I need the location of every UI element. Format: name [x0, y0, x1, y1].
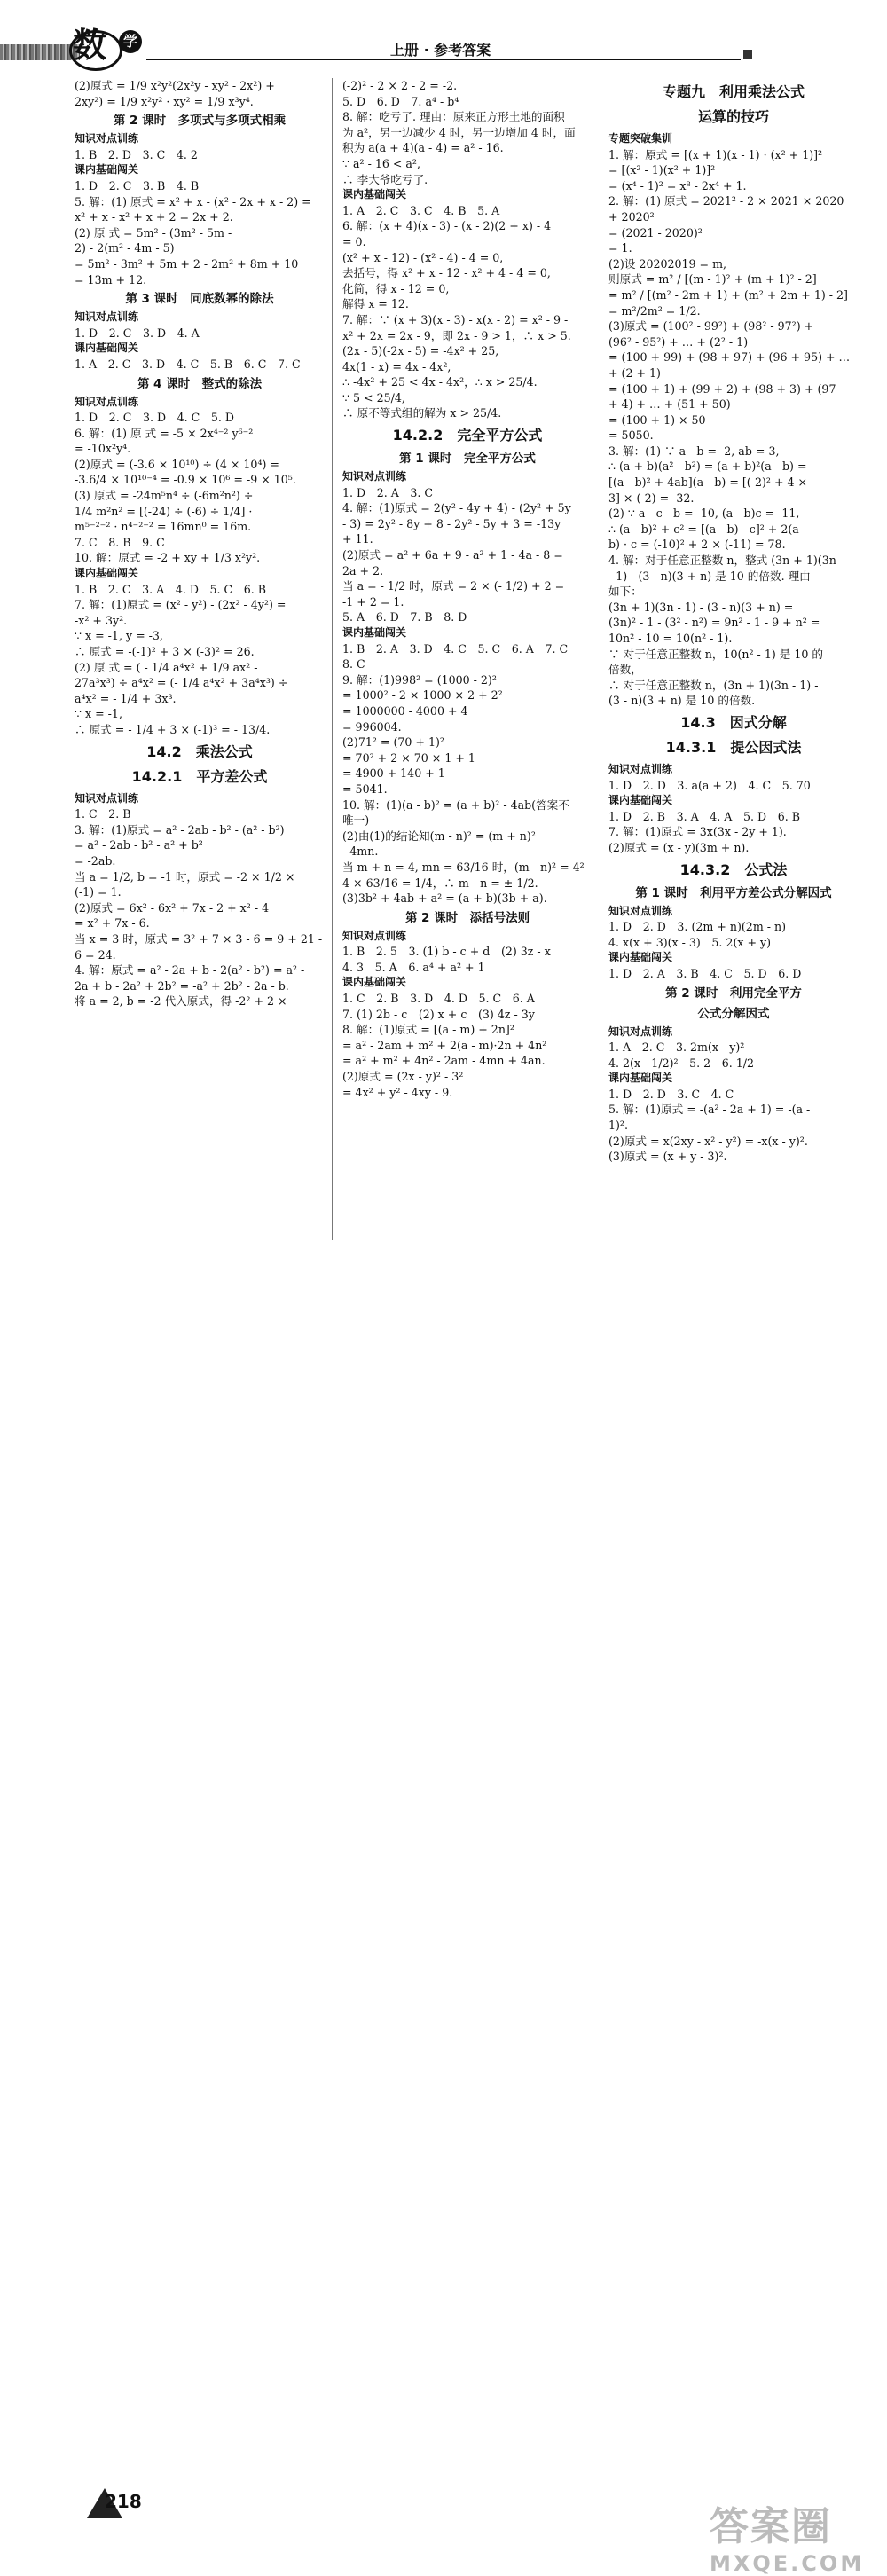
answer-line: 1. A 2. C 3. 2m(x - y)² [608, 1041, 745, 1055]
answer-line: 9. 解：(1)998² = (1000 - 2)² [342, 672, 497, 687]
answer-line: -x² + 3y². [75, 613, 128, 627]
section-heading: 第 1 课时 完全平方公式 [399, 452, 536, 467]
answer-line: 6. 解：(1) 原 式 = -5 × 2x⁴⁻² y⁶⁻² [75, 426, 254, 440]
answer-line: 1. A 2. C 3. D 4. C 5. B 6. C 7. C [75, 357, 301, 371]
answer-column-2 [342, 78, 593, 1100]
answer-line: 如下： [608, 585, 642, 599]
section-heading: 14.3.2 公式法 [679, 860, 788, 878]
answer-line: = 1000² - 2 × 1000 × 2 + 2² [342, 688, 503, 703]
answer-line: 1. B 2. C 3. A 4. D 5. C 6. B [75, 582, 267, 596]
answer-line: 去括号，得 x² + x - 12 - x² + 4 - 4 = 0, [342, 266, 551, 280]
answer-line: (2)原式 = (-3.6 × 10¹⁰) ÷ (4 × 10⁴) = [75, 457, 279, 471]
section-label: 知识对点训练 [608, 1025, 673, 1038]
answer-line: 则原式 = m² / [(m - 1)² + (m + 1)² - 2] [608, 272, 817, 287]
answer-line: a⁴x² = - 1/4 + 3x³. [75, 691, 177, 705]
answer-line: ∴ 李大爷吃亏了. [342, 172, 428, 186]
answer-line: (3n)² - 1 - (3² - n²) = 9n² - 1 - 9 + n² = [608, 616, 820, 630]
section-label: 课内基础闯关 [608, 951, 673, 964]
answer-line: (2) 原 式 = ( - 1/4 a⁴x² + 1/9 ax² - [75, 660, 258, 674]
answer-line: (2)原式 = 6x² - 6x² + 7x - 2 + x² - 4 [75, 900, 270, 915]
answer-line: ∴ 对于任意正整数 n，(3n + 1)(3n - 1) - [608, 678, 819, 692]
section-label: 知识对点训练 [342, 929, 407, 942]
section-heading: 14.3.1 提公因式法 [665, 738, 802, 756]
answer-line: (2)原式 = x(2xy - x² - y²) = -x(x - y)². [608, 1134, 808, 1148]
answer-line: = (100 + 1) + (99 + 2) + (98 + 3) + (97 [608, 381, 836, 396]
answer-line: ∴ -4x² + 25 < 4x - 4x²，∴ x > 25/4. [342, 375, 538, 389]
answer-line: - 1) - (3 - n)(3 + n) 是 10 的倍数. 理由 [608, 569, 811, 583]
header-rule [146, 59, 741, 60]
section-label: 知识对点训练 [75, 395, 139, 408]
answer-line: 1)². [608, 1119, 628, 1133]
answer-line: = 13m + 12. [75, 272, 147, 287]
page-header [0, 0, 887, 69]
answer-line: 3. 解：(1) ∵ a - b = -2, ab = 3, [608, 444, 780, 458]
answer-line: = 5041. [342, 781, 388, 796]
answer-line: = m² / [(m² - 2m + 1) + (m² + 2m + 1) - 2] [608, 287, 848, 302]
answer-line: (3n + 1)(3n - 1) - (3 - n)(3 + n) = [608, 600, 794, 614]
answer-line: 1/4 m²n² = [(-24) ÷ (-6) ÷ 1/4] · [75, 504, 253, 518]
answer-line: (2)由(1)的结论知(m - n)² = (m + n)² [342, 829, 536, 843]
answer-line: 8. C [342, 657, 365, 671]
section-label: 课内基础闯关 [608, 794, 673, 807]
header-decor-strip [0, 44, 80, 60]
section-heading: 14.2.2 完全平方公式 [392, 427, 543, 444]
answer-line: -1 + 2 = 1. [342, 594, 404, 609]
answer-line: ∵ 对于任意正整数 n，10(n² - 1) 是 10 的 [608, 647, 823, 661]
answer-line: 4. 3 5. A 6. a⁴ + a² + 1 [342, 960, 485, 974]
answer-line: = 1000000 - 4000 + 4 [342, 703, 468, 718]
column-divider [332, 78, 333, 1240]
section-label: 课内基础闯关 [75, 342, 139, 355]
answer-line: m⁵⁻²⁻² · n⁴⁻²⁻² = 16mn⁰ = 16m. [75, 520, 252, 534]
answer-line: 4. x(x + 3)(x - 3) 5. 2(x + y) [608, 935, 772, 949]
answer-line: 7. 解：(1)原式 = (x² - y²) - (2x² - 4y²) = [75, 598, 287, 612]
answer-line: = -10x²y⁴. [75, 442, 131, 456]
answer-line: = 5050. [608, 428, 654, 443]
logo-badge: 学 [119, 30, 142, 53]
answer-line: 2. 解：(1) 原式 = 2021² - 2 × 2021 × 2020 [608, 194, 844, 208]
answer-line: [(a - b)² + 4ab](a - b) = [(-2)² + 4 × [608, 475, 808, 490]
section-heading: 第 2 课时 利用完全平方 [665, 986, 802, 1001]
answer-line: = -2ab. [75, 853, 116, 868]
answer-line: (2)原式 = 1/9 x²y²(2x²y - xy² - 2x²) + [75, 79, 275, 92]
answer-line: - 3) = 2y² - 8y + 8 - 2y² - 5y + 3 = -13y [342, 516, 561, 530]
answer-line: 积为 a(a + 4)(a - 4) = a² - 16. [342, 141, 504, 155]
section-heading: 第 1 课时 利用平方差公式分解因式 [635, 885, 832, 900]
section-heading: 第 4 课时 整式的除法 [137, 376, 263, 391]
answer-line: 5. 解：(1) 原式 = x² + x - (x² - 2x + x - 2) = [75, 194, 311, 208]
section-label: 课内基础闯关 [342, 976, 407, 989]
section-label: 课内基础闯关 [342, 626, 407, 639]
answer-line: 1. D 2. C 3. D 4. A [75, 326, 200, 340]
answer-line: (x² + x - 12) - (x² - 4) - 4 = 0, [342, 250, 504, 264]
answer-line: 1. A 2. C 3. C 4. B 5. A [342, 203, 500, 217]
answer-line: 6 = 24. [75, 947, 116, 962]
watermark-sub: MXQE.COM [710, 2551, 865, 2576]
answer-line: 10. 解：(1)(a - b)² = (a + b)² - 4ab(答案不 [342, 797, 569, 812]
section-heading: 专题九 利用乘法公式 [662, 83, 805, 100]
answer-line: 1. C 2. B 3. D 4. D 5. C 6. A [342, 992, 535, 1006]
section-heading: 第 2 课时 多项式与多项式相乘 [113, 114, 287, 129]
logo-ring-icon [69, 30, 122, 71]
answer-line: ∵ x = -1, y = -3, [75, 629, 163, 643]
answer-line: 当 a = - 1/2 时，原式 = 2 × (- 1/2) + 2 = [342, 579, 565, 593]
answer-line: (2)原式 = (x - y)(3m + n). [608, 840, 750, 854]
answer-line: 5. A 6. D 7. B 8. D [342, 610, 467, 624]
section-label: 知识对点训练 [608, 762, 673, 775]
answer-line: ∵ a² - 16 < a², [342, 156, 420, 170]
answer-line: (96² - 95²) + … + (2² - 1) [608, 334, 749, 349]
answer-line: 1. D 2. B 3. A 4. A 5. D 6. B [608, 809, 800, 823]
answer-line: 3] × (-2) = -32. [608, 491, 695, 505]
answer-line: (3) 原式 = -24m⁵n⁴ ÷ (-6m²n²) ÷ [75, 489, 254, 503]
answer-line: 1. D 2. A 3. B 4. C 5. D 6. D [608, 966, 802, 980]
answer-line: (2x - 5)(-2x - 5) = -4x² + 25, [342, 344, 499, 358]
answer-line: x² + 2x = 2x - 9，即 2x - 9 > 1，∴ x > 5. [342, 328, 571, 342]
answer-line: 4 × 63/16 = 1/4，∴ m - n = ± 1/2. [342, 876, 538, 890]
answer-line: 6. 解：(x + 4)(x - 3) - (x - 2)(2 + x) - 4 [342, 219, 552, 233]
answer-line: 1. D 2. D 3. (2m + n)(2m - n) [608, 920, 787, 934]
answer-line: (3 - n)(3 + n) 是 10 的倍数. [608, 694, 756, 708]
answer-line: 8. 解：吃亏了. 理由：原来正方形土地的面积 [342, 110, 565, 124]
answer-line: ∴ 原式 = - 1/4 + 3 × (-1)³ = - 13/4. [75, 722, 271, 736]
subject-logo [73, 23, 142, 67]
answer-line: 5. D 6. D 7. a⁴ - b⁴ [342, 94, 459, 108]
section-heading: 公式分解因式 [697, 1006, 770, 1021]
answer-line: 4. 2(x - 1/2)² 5. 2 6. 1/2 [608, 1056, 755, 1070]
answer-line: 2) - 2(m² - 4m - 5) [75, 241, 175, 255]
answer-line: 1. B 2. 5 3. (1) b - c + d (2) 3z - x [342, 945, 551, 959]
answer-line: 1. D 2. D 3. C 4. C [608, 1087, 734, 1101]
answer-line: 4. 解：对于任意正整数 n，整式 (3n + 1)(3n [608, 554, 836, 568]
section-label: 专题突破集训 [608, 132, 673, 145]
answer-line: = x² + 7x - 6. [75, 916, 150, 931]
header-square-icon [743, 50, 752, 59]
answer-line: 1. D 2. D 3. a(a + 2) 4. C 5. 70 [608, 778, 811, 792]
answer-line: 1. B 2. A 3. D 4. C 5. C 6. A 7. C [342, 641, 569, 656]
section-label: 课内基础闯关 [342, 188, 407, 201]
answer-line: ∴ (a + b)(a² - b²) = (a + b)²(a - b) = [608, 459, 807, 474]
answer-line: (-2)² - 2 × 2 - 2 = -2. [342, 79, 458, 92]
answer-line: = 0. [342, 234, 366, 248]
answer-line: 10. 解：原式 = -2 + xy + 1/3 x²y². [75, 551, 261, 565]
answer-line: 2a + b - 2a² + 2b² = -a² + 2b² - 2a - b. [75, 978, 289, 993]
answer-line: ∵ 5 < 25/4, [342, 390, 405, 404]
answer-line: ∵ x = -1, [75, 707, 122, 721]
answer-line: 7. (1) 2b - c (2) x + c (3) 4z - 3y [342, 1007, 535, 1021]
section-heading: 运算的技巧 [697, 108, 769, 125]
answer-line: 1. C 2. B [75, 807, 131, 821]
answer-line: = a² + m² + 4n² - 2am - 4mn + 4an. [342, 1054, 546, 1068]
answer-line: = a² - 2am + m² + 2(a - m)·2n + 4n² [342, 1038, 547, 1052]
answer-column-3 [608, 78, 859, 1165]
section-heading: 第 2 课时 添括号法则 [404, 910, 530, 925]
answer-line: (2)71² = (70 + 1)² [342, 735, 444, 750]
answer-line: = 4900 + 140 + 1 [342, 766, 445, 781]
section-label: 课内基础闯关 [75, 567, 139, 580]
page-title: 上册 · 参考答案 [390, 42, 491, 59]
logo-text: 数 [73, 26, 107, 65]
section-heading: 第 3 课时 同底数幂的除法 [125, 292, 274, 307]
answer-line: = [(x² - 1)(x² + 1)]² [608, 163, 716, 177]
answer-line: + 2020² [608, 209, 655, 224]
answer-column-1 [75, 78, 325, 1009]
answer-line: 5. 解：(1)原式 = -(a² - 2a + 1) = -(a - [608, 1103, 811, 1117]
answer-line: (3)3b² + 4ab + a² = (a + b)(3b + a). [342, 891, 547, 906]
answer-line: 7. C 8. B 9. C [75, 535, 165, 549]
answer-line: = 996004. [342, 719, 402, 734]
answer-line: 当 x = 3 时，原式 = 3² + 7 × 3 - 6 = 9 + 21 - [75, 931, 323, 946]
answer-line: ∴ 原式 = -(-1)² + 3 × (-3)² = 26. [75, 645, 255, 658]
answer-line: 倍数， [608, 663, 642, 677]
section-label: 知识对点训练 [75, 132, 139, 145]
answer-line: 1. D 2. C 3. D 4. C 5. D [75, 411, 235, 425]
answer-line: + 4) + … + (51 + 50) [608, 397, 731, 412]
answer-line: b) · c = (-10)² + 2 × (-11) = 78. [608, 538, 786, 552]
answer-line: 解得 x = 12. [342, 297, 409, 311]
answer-line: = (x⁴ - 1)² = x⁸ - 2x⁴ + 1. [608, 178, 747, 192]
section-label: 知识对点训练 [75, 310, 139, 324]
answer-line: (3)原式 = (x + y - 3)². [608, 1150, 727, 1164]
answer-line: ∴ 原不等式组的解为 x > 25/4. [342, 406, 502, 420]
answer-line: 4x(1 - x) = 4x - 4x², [342, 359, 451, 373]
watermark-logo [710, 2494, 878, 2574]
answer-line: 8. 解：(1)原式 = [(a - m) + 2n]² [342, 1023, 514, 1037]
answer-line: (-1) = 1. [75, 885, 122, 899]
section-heading: 14.2 乘法公式 [146, 742, 253, 760]
answer-line: = 1. [608, 241, 632, 255]
section-label: 课内基础闯关 [75, 163, 139, 177]
page-number: 218 [105, 2491, 142, 2512]
answer-line: - 4mn. [342, 844, 379, 859]
answer-line: 1. D 2. A 3. C [342, 485, 434, 499]
answer-line: (2)设 20202019 = m, [608, 256, 727, 271]
watermark-main: 答案圈 [710, 2504, 832, 2549]
section-label: 知识对点训练 [608, 904, 673, 917]
answer-line: -3.6/4 × 10¹⁰⁻⁴ = -0.9 × 10⁶ = -9 × 10⁵. [75, 473, 296, 487]
answer-line: (2)原式 = a² + 6a + 9 - a² + 1 - 4a - 8 = [342, 548, 563, 562]
answer-line: 将 a = 2, b = -2 代入原式，得 -2² + 2 × [75, 994, 287, 1009]
answer-line: = 4x² + y² - 4xy - 9. [342, 1085, 453, 1099]
section-heading: 14.2.1 平方差公式 [131, 767, 268, 785]
answer-line: x² + x - x² + x + 2 = 2x + 2. [75, 210, 233, 224]
answer-line: 3. 解：(1)原式 = a² - 2ab - b² - (a² - b²) [75, 822, 285, 836]
answer-line: 4. 解：(1)原式 = 2(y² - 4y + 4) - (2y² + 5y [342, 501, 571, 515]
answer-line: (3)原式 = (100² - 99²) + (98² - 97²) + [608, 319, 814, 334]
answer-line: = (100 + 99) + (98 + 97) + (96 + 95) + … [608, 350, 851, 365]
answer-line: 1. B 2. D 3. C 4. 2 [75, 147, 198, 161]
section-label: 知识对点训练 [75, 791, 139, 805]
answer-line: 当 a = 1/2, b = -1 时，原式 = -2 × 1/2 × [75, 869, 295, 884]
answer-line: 1. 解：原式 = [(x + 1)(x - 1) · (x² + 1)]² [608, 147, 823, 161]
answer-line: (2) ∵ a - c - b = -10, (a - b)c = -11, [608, 507, 800, 521]
answer-line: 7. 解：∵ (x + 3)(x - 3) - x(x - 2) = x² - 9 - [342, 312, 569, 326]
answer-line: 2a + 2. [342, 563, 384, 577]
section-heading: 14.3 因式分解 [680, 713, 787, 731]
answer-line: = 5m² - 3m² + 5m + 2 - 2m² + 8m + 10 [75, 256, 299, 271]
answer-line: = a² - 2ab - b² - a² + b² [75, 838, 203, 852]
page-footer [0, 1242, 887, 2576]
answer-line: ∴ (a - b)² + c² = [(a - b) - c]² + 2(a - [608, 522, 807, 536]
answer-line: (2) 原 式 = 5m² - (3m² - 5m - [75, 225, 232, 240]
answer-line: 4. 解：原式 = a² - 2a + b - 2(a² - b²) = a² - [75, 963, 305, 978]
section-label: 课内基础闯关 [608, 1072, 673, 1085]
answer-line: 唯一) [342, 813, 370, 828]
answer-line: 为 a²，另一边减少 4 时，另一边增加 4 时，面 [342, 125, 576, 139]
answer-line: (2)原式 = (2x - y)² - 3² [342, 1070, 464, 1084]
answer-line: = m²/2m² = 1/2. [608, 303, 701, 318]
section-label: 知识对点训练 [342, 470, 407, 483]
answer-line: 7. 解：(1)原式 = 3x(3x - 2y + 1). [608, 825, 787, 839]
answer-line: 27a³x³) ÷ a⁴x² = (- 1/4 a⁴x² + 3a⁴x³) ÷ [75, 676, 288, 690]
answer-line: 10n² - 10 = 10(n² - 1). [608, 632, 733, 645]
answer-line: = (2021 - 2020)² [608, 225, 703, 240]
answer-line: 化简，得 x - 12 = 0, [342, 281, 450, 295]
answer-line: 当 m + n = 4, mn = 63/16 时，(m - n)² = 4² - [342, 860, 592, 874]
answer-line: 2xy²) = 1/9 x²y² · xy² = 1/9 x³y⁴. [75, 94, 254, 108]
answer-line: 1. D 2. C 3. B 4. B [75, 178, 200, 192]
answer-line: = (100 + 1) × 50 [608, 412, 706, 427]
answer-line: + 11. [342, 532, 373, 546]
answer-line: + (2 + 1) [608, 365, 661, 380]
answer-line: = 70² + 2 × 70 × 1 + 1 [342, 750, 475, 765]
